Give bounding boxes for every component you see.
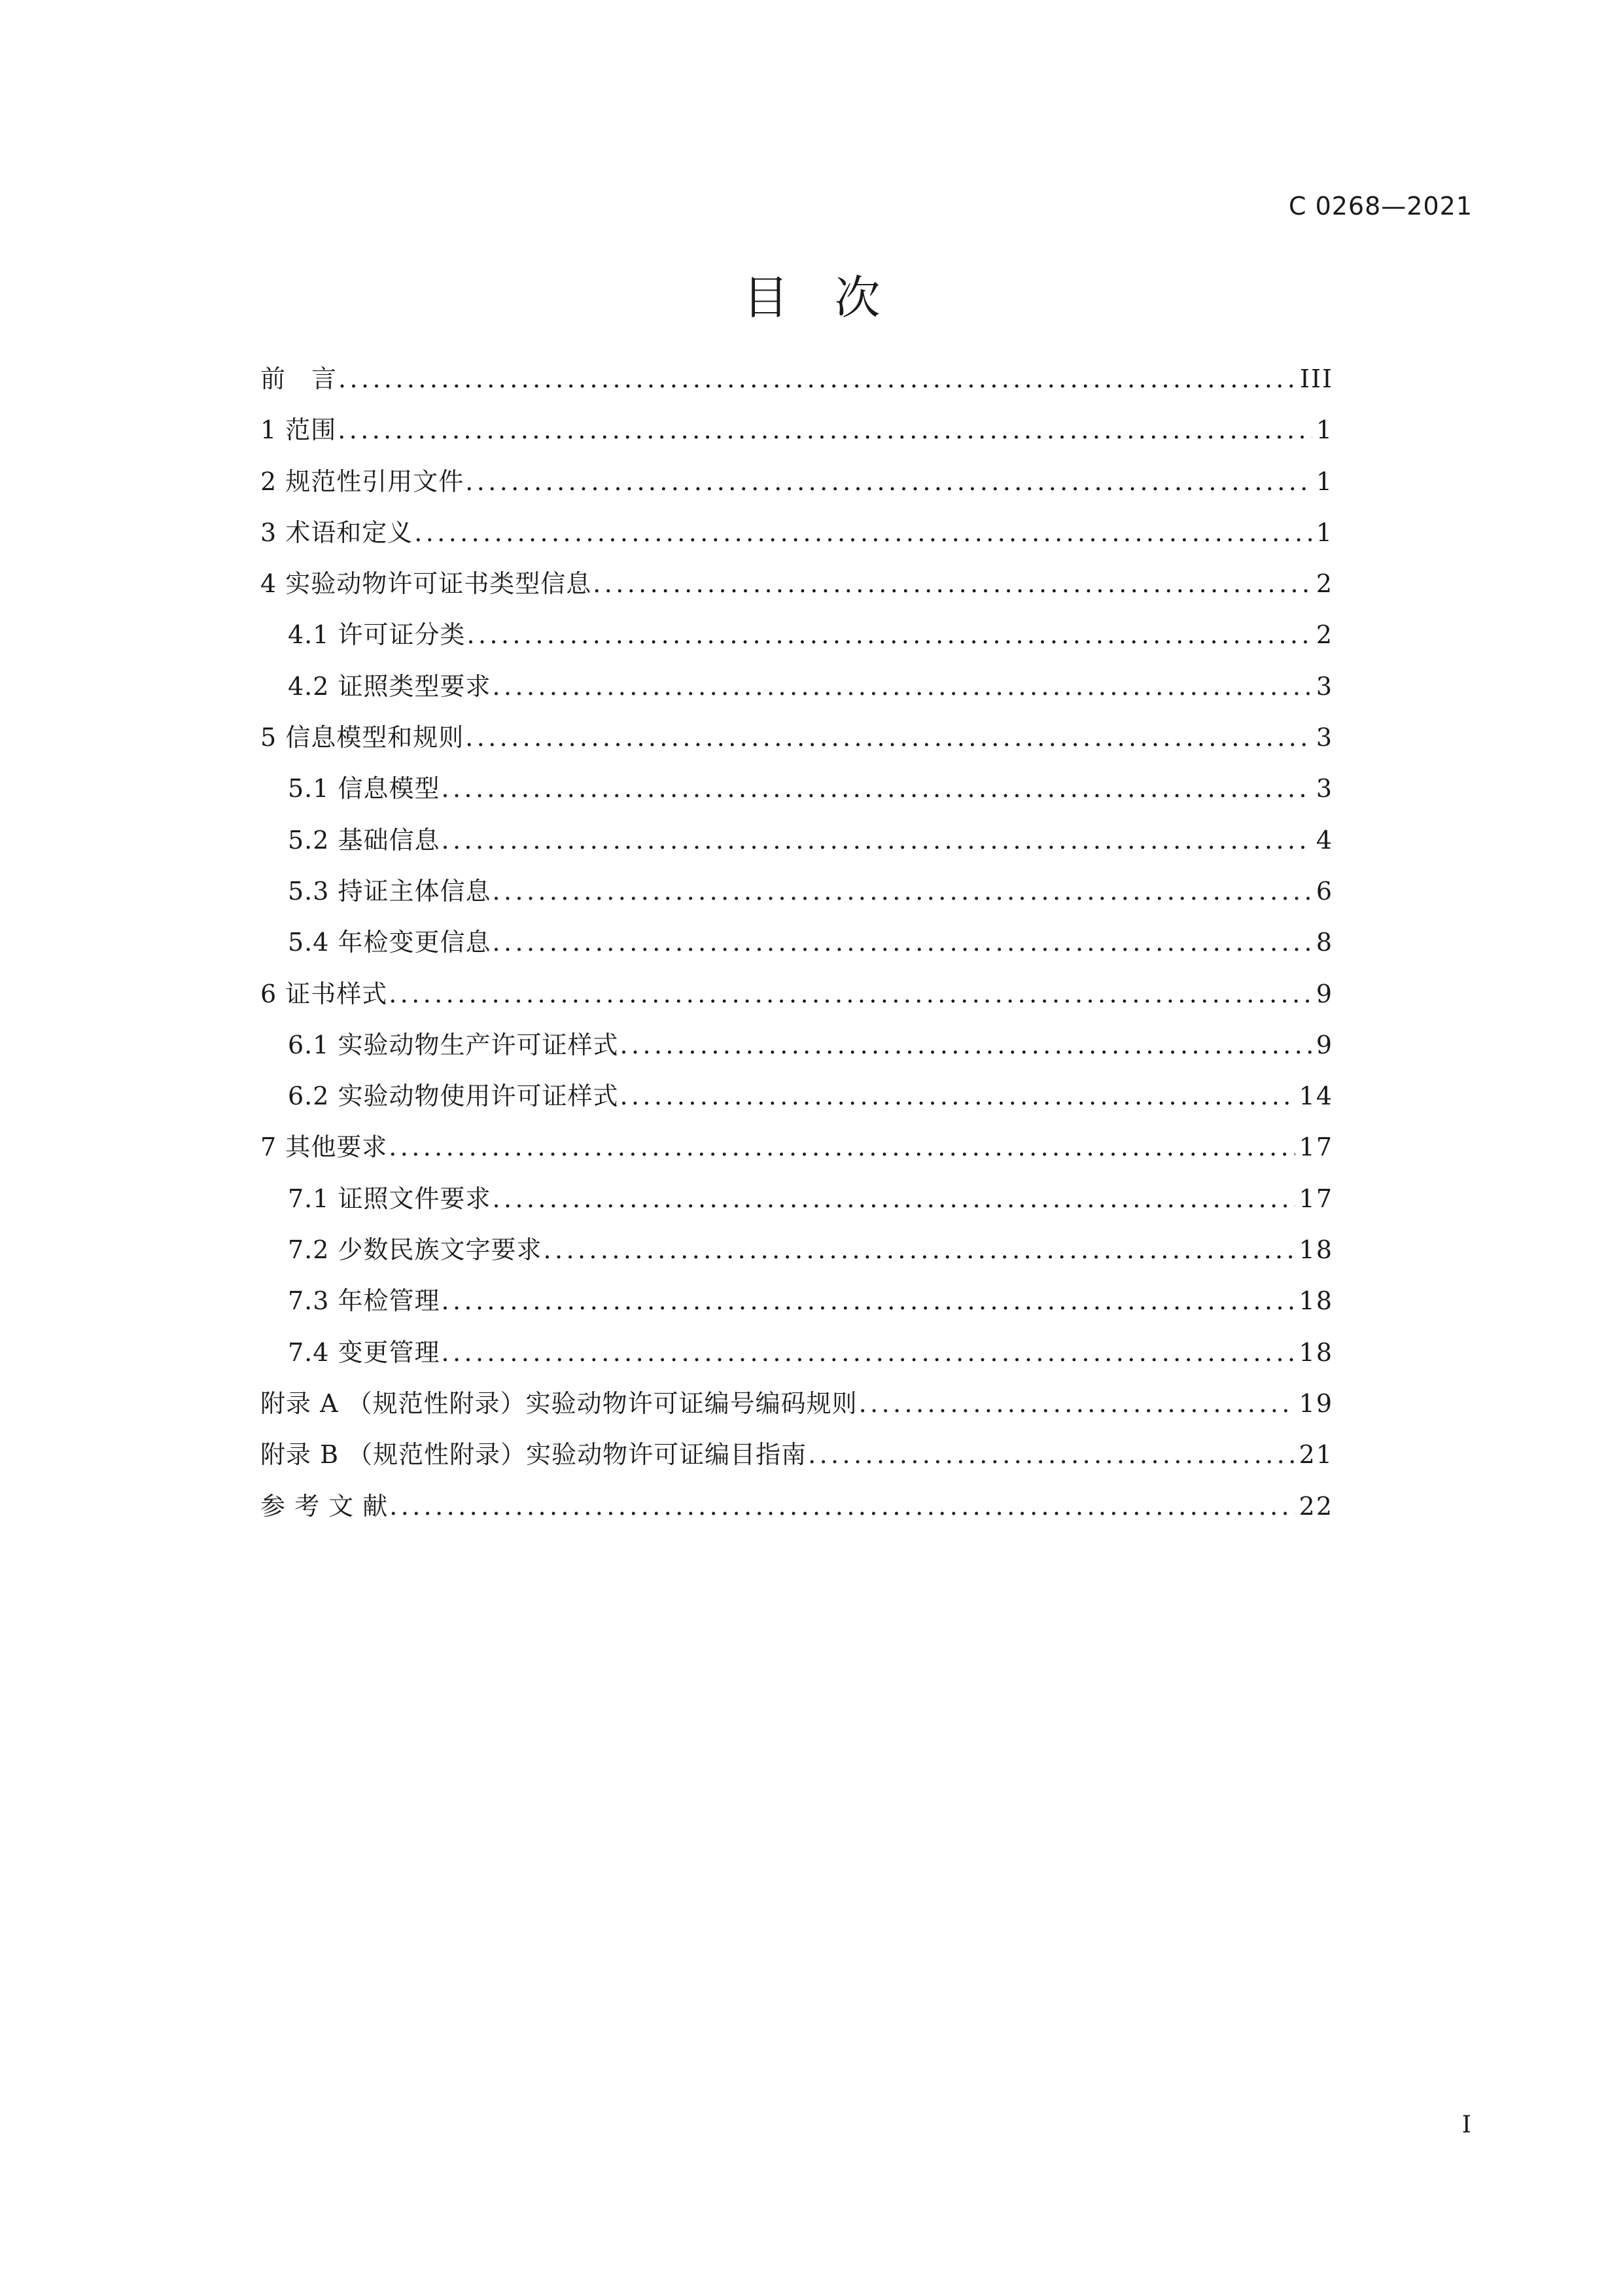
toc-entry-label: 4.1 许可证分类 <box>288 620 466 650</box>
toc-entry-label: 1 范围 <box>260 415 337 445</box>
toc-entry-label: 4.2 证照类型要求 <box>288 671 491 701</box>
toc-entry-page: 14 <box>1299 1082 1333 1111</box>
toc-entry-page: 18 <box>1299 1337 1333 1367</box>
toc-entry-label: 参 考 文 献 <box>260 1491 389 1521</box>
toc-entry-label: 5.4 年检变更信息 <box>288 928 491 957</box>
toc-dot-leader <box>464 712 1312 763</box>
toc-entry-label: 4 实验动物许可证书类型信息 <box>260 569 592 599</box>
toc-entry[interactable] <box>260 917 1333 968</box>
toc-entry-page: 18 <box>1299 1286 1333 1316</box>
toc-entry[interactable] <box>260 1275 1333 1326</box>
toc-dot-leader <box>337 353 1296 404</box>
toc-entry[interactable] <box>260 712 1333 763</box>
toc-dot-leader <box>440 1327 1295 1378</box>
toc-entry[interactable] <box>260 1327 1333 1378</box>
toc-entry-page: 6 <box>1316 876 1333 906</box>
toc-dot-leader <box>491 661 1312 712</box>
toc-dot-leader <box>413 507 1312 558</box>
toc-entry[interactable] <box>260 1224 1333 1275</box>
toc-dot-leader <box>387 1122 1295 1173</box>
toc-entry[interactable] <box>260 1019 1333 1070</box>
toc-entry-label: 6.2 实验动物使用许可证样式 <box>288 1082 619 1111</box>
toc-dot-leader <box>491 1173 1295 1224</box>
toc-entry[interactable] <box>260 763 1333 814</box>
toc-entry[interactable] <box>260 507 1333 558</box>
toc-entry[interactable] <box>260 1122 1333 1173</box>
toc-entry[interactable] <box>260 815 1333 866</box>
toc-dot-leader <box>440 763 1312 814</box>
toc-dot-leader <box>591 558 1312 609</box>
toc-dot-leader <box>440 1275 1295 1326</box>
toc-entry-page: 3 <box>1316 774 1333 804</box>
toc-entry[interactable] <box>260 456 1333 507</box>
toc-title: 目 次 <box>742 271 881 325</box>
toc-entry[interactable] <box>260 1378 1333 1429</box>
toc-entry-page: 1 <box>1316 415 1333 445</box>
toc-entry-page: 17 <box>1299 1184 1333 1213</box>
toc-dot-leader <box>491 917 1312 968</box>
toc-entry-label: 6 证书样式 <box>260 979 388 1008</box>
toc-entry-label: 6.1 实验动物生产许可证样式 <box>288 1030 619 1059</box>
toc-entry-label: 5 信息模型和规则 <box>260 723 464 752</box>
toc-entry[interactable] <box>260 1429 1333 1480</box>
toc-entry-page: 3 <box>1316 671 1333 701</box>
toc-entry[interactable] <box>260 1173 1333 1224</box>
toc-dot-leader <box>466 609 1312 660</box>
page-number: I <box>1461 2111 1471 2138</box>
toc-entry-page: 19 <box>1299 1388 1333 1418</box>
toc-entry-page: 1 <box>1316 467 1333 496</box>
toc-entry[interactable] <box>260 609 1333 660</box>
toc-dot-leader <box>807 1429 1295 1480</box>
toc-entry-label: 5.1 信息模型 <box>288 774 440 804</box>
toc-dot-leader <box>336 404 1312 455</box>
toc-entry-page: 8 <box>1316 928 1333 957</box>
toc-entry-label: 7.1 证照文件要求 <box>288 1184 491 1213</box>
toc-entry-page: 2 <box>1316 569 1333 599</box>
toc-dot-leader <box>619 1070 1295 1122</box>
toc-entry-page: 9 <box>1316 1030 1333 1059</box>
toc-entry-page: III <box>1299 364 1333 393</box>
toc-entry-label: 附录 A （规范性附录）实验动物许可证编号编码规则 <box>260 1388 858 1418</box>
table-of-contents <box>260 353 1333 1532</box>
toc-entry-label: 5.2 基础信息 <box>288 825 440 855</box>
toc-dot-leader <box>464 456 1312 507</box>
toc-entry[interactable] <box>260 1481 1333 1532</box>
toc-dot-leader <box>542 1224 1295 1275</box>
toc-entry-label: 2 规范性引用文件 <box>260 467 464 496</box>
toc-dot-leader <box>491 866 1312 917</box>
toc-entry-page: 1 <box>1316 518 1333 547</box>
toc-entry[interactable] <box>260 968 1333 1019</box>
toc-entry-label: 3 术语和定义 <box>260 518 413 547</box>
toc-dot-leader <box>387 968 1312 1019</box>
toc-dot-leader <box>388 1481 1295 1532</box>
toc-entry-page: 9 <box>1316 979 1333 1008</box>
toc-entry[interactable] <box>260 1070 1333 1122</box>
toc-entry-page: 21 <box>1299 1440 1333 1470</box>
toc-dot-leader <box>619 1019 1312 1070</box>
toc-entry-label: 7.3 年检管理 <box>288 1286 440 1316</box>
toc-entry-page: 3 <box>1316 723 1333 752</box>
toc-entry-page: 22 <box>1299 1491 1333 1521</box>
toc-dot-leader <box>440 815 1312 866</box>
toc-entry[interactable] <box>260 661 1333 712</box>
toc-entry-page: 2 <box>1316 620 1333 650</box>
toc-entry-label: 5.3 持证主体信息 <box>288 876 491 906</box>
toc-dot-leader <box>858 1378 1295 1429</box>
toc-entry-label: 7.2 少数民族文字要求 <box>288 1235 542 1265</box>
toc-entry[interactable] <box>260 404 1333 455</box>
toc-entry[interactable] <box>260 353 1333 404</box>
toc-entry-page: 18 <box>1299 1235 1333 1265</box>
toc-entry-label: 前 言 <box>260 364 338 393</box>
toc-entry-page: 17 <box>1299 1133 1333 1162</box>
toc-entry-label: 7.4 变更管理 <box>288 1337 440 1367</box>
toc-entry-page: 4 <box>1316 825 1333 855</box>
toc-entry-label: 附录 B （规范性附录）实验动物许可证编目指南 <box>260 1440 807 1470</box>
document-code: C 0268—2021 <box>1288 192 1473 221</box>
toc-entry[interactable] <box>260 558 1333 609</box>
toc-entry-label: 7 其他要求 <box>260 1133 388 1162</box>
toc-entry[interactable] <box>260 866 1333 917</box>
